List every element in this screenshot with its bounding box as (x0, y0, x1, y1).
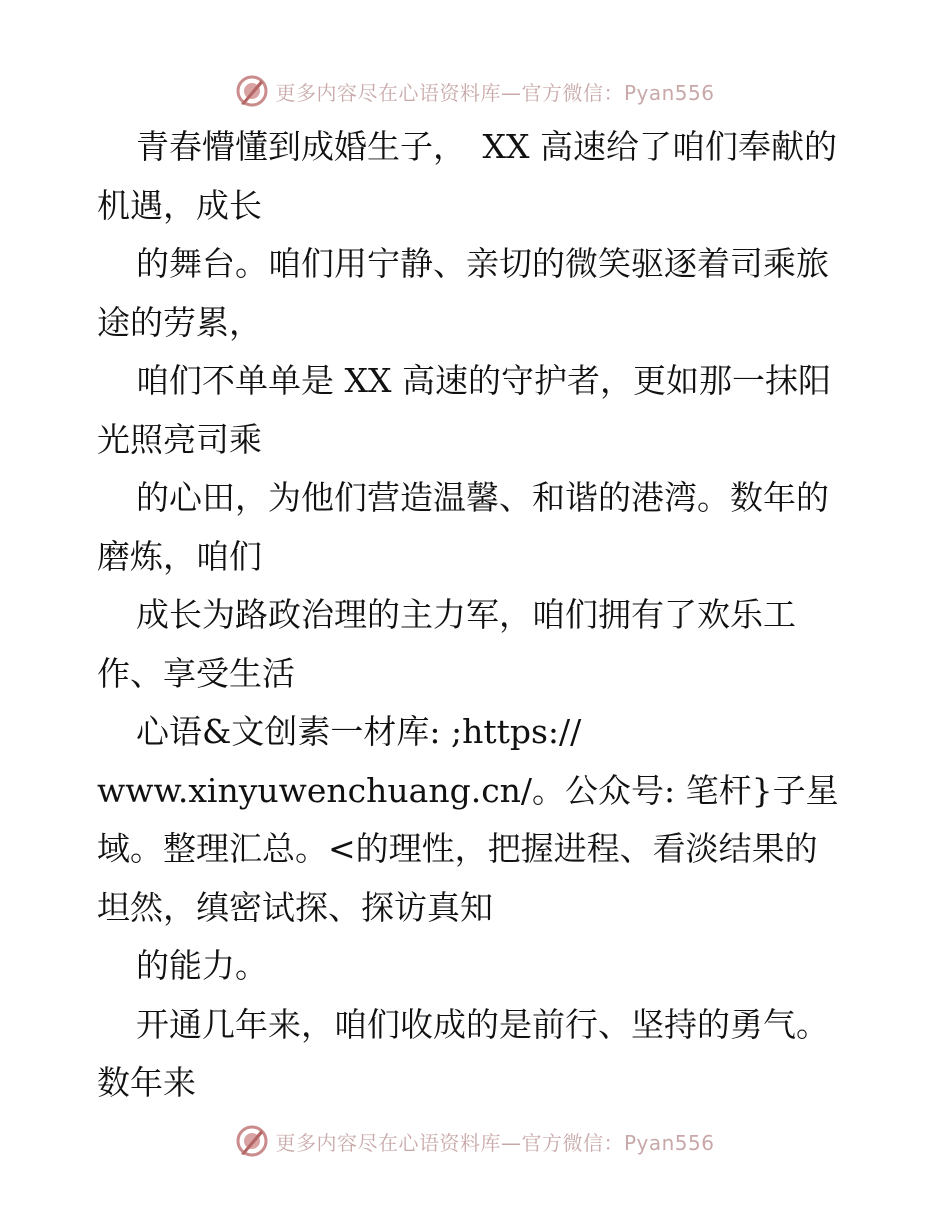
body-text-line: 机遇，成长 (97, 185, 262, 225)
quill-seal-icon (235, 74, 269, 108)
body-text-line: 青春懵懂到成婚生子， XX 高速给了咱们奉献的 (136, 127, 837, 166)
body-text-line: 咱们不单单是 XX 高速的守护者，更如那一抹阳 (136, 361, 831, 400)
banner-text: 更多内容尽在心语资料库—官方微信：Pyan556 (275, 1130, 715, 1155)
body-text-line: 心语&文创素一材库: ;https:// (136, 712, 582, 751)
body-text-line: 域。整理汇总。<的理性，把握进程、看淡结果的 (97, 829, 818, 868)
body-text-line: 的心田，为他们营造温馨、和谐的港湾。数年的 (136, 478, 829, 517)
body-text-line: 坦然，缜密试探、探访真知 (97, 887, 493, 927)
document-body (97, 118, 857, 1113)
footer-banner (0, 1121, 950, 1161)
body-text-line: 磨炼，咱们 (97, 536, 262, 576)
quill-seal-icon (235, 1124, 269, 1158)
body-text-line: 作、享受生活 (97, 653, 295, 693)
body-text-line: 光照亮司乘 (97, 419, 262, 459)
body-text-line: 的能力。 (136, 946, 268, 985)
body-text-line: 数年来 (97, 1063, 196, 1102)
banner-text: 更多内容尽在心语资料库—官方微信：Pyan556 (275, 80, 715, 105)
body-text-line: 开通几年来，咱们收成的是前行、坚持的勇气。 (136, 1004, 829, 1044)
body-text-line: 成长为路政治理的主力军，咱们拥有了欢乐工 (136, 595, 796, 634)
body-text-line: 的舞台。咱们用宁静、亲切的微笑驱逐着司乘旅 (136, 244, 829, 283)
header-banner (0, 71, 950, 111)
body-text-line: www.xinyuwenchuang.cn/。公众号: 笔杆}子星 (97, 770, 839, 810)
body-text-line: 途的劳累， (97, 302, 262, 342)
